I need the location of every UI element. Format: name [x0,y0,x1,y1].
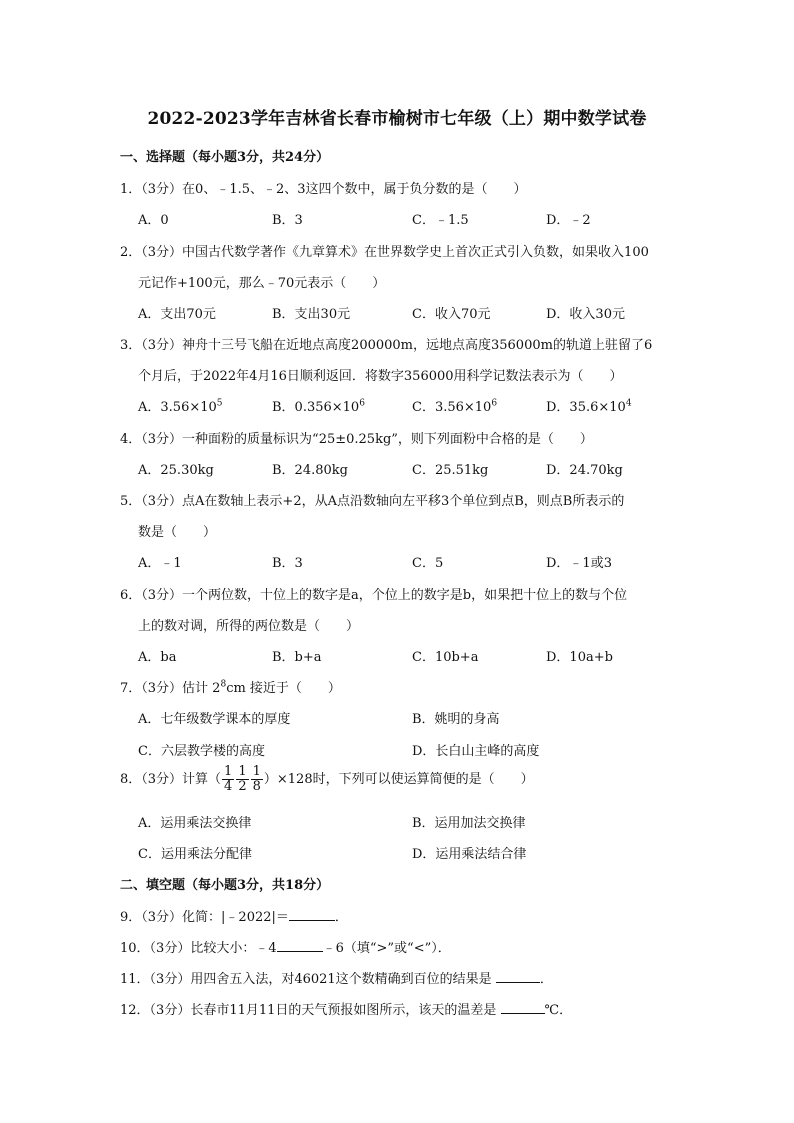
question-6-option-a[interactable]: A．ba [138,650,177,665]
question-2-stem-continued: 元记作+100元，那么﹣70元表示（ ） [138,276,386,291]
question-5-option-b[interactable]: B．3 [272,556,303,571]
question-2-stem: 2．（3分）中国古代数学著作《九章算术》在世界数学史上首次正式引入负数，如果收入100 [120,245,649,260]
question-2-option-d[interactable]: D．收入30元 [546,307,625,322]
question-8-stem: 8．（3分）计算（ $\frac{1}{4}$ $\frac{1}{2}$ $\frac{1}{8}$ ）×128时，下列可以使运算简便的是（ ） [120,764,534,794]
question-6-stem: 6．（3分）一个两位数，十位上的数字是a，个位上的数字是b，如果把十位上的数与个位 [120,588,628,603]
fraction-one-eighth: $\frac{1}{8}$ [252,764,261,794]
question-5-option-d[interactable]: D．﹣1或3 [546,556,612,571]
question-6-option-d[interactable]: D．10a+b [546,650,613,665]
question-8-option-c[interactable]: C．运用乘法分配律 [138,847,252,862]
question-7-stem: 7．（3分）估计 $2^8cm$ 接近于（ ） [120,679,341,696]
question-7-option-b[interactable]: B．姚明的身高 [412,712,500,727]
question-5-stem: 5．（3分）点A在数轴上表示+2，从A点沿数轴向左平移3个单位到点B，则点B所表示的 [120,494,625,509]
answer-blank-11[interactable] [496,970,540,983]
question-12: 12．（3分）长春市11月11日的天气预报如图所示，该天的温差是 ℃． [120,1003,573,1018]
question-6-option-c[interactable]: C．10b+a [412,650,479,665]
question-4-stem: 4．（3分）一种面粉的质量标识为“25±0.25kg”，则下列面粉中合格的是（ ） [120,432,593,447]
question-8-option-a[interactable]: A．运用乘法交换律 [138,816,252,831]
page-title: 2022-2023学年吉林省长春市榆树市七年级（上）期中数学试卷 [147,109,647,129]
section-heading-fill-blank: 二、填空题（每小题3分，共18分） [120,878,330,893]
question-1-option-d[interactable]: D．﹣2 [546,213,591,228]
question-3-stem-continued: 个月后，于2022年4月16日顺利返回．将数字356000用科学记数法表示为（ ） [138,369,623,384]
question-1-option-a[interactable]: A．0 [138,213,169,228]
question-1-stem: 1．（3分）在0、﹣1.5、﹣2、3这四个数中，属于负分数的是（ ） [120,182,527,197]
answer-blank-9[interactable] [289,908,335,921]
answer-blank-12[interactable] [501,1001,545,1014]
question-8-option-b[interactable]: B．运用加法交换律 [412,816,526,831]
fraction-one-half: $\frac{1}{2}$ [238,764,247,794]
question-11: 11．（3分）用四舍五入法，对46021这个数精确到百位的结果是 ． [120,972,553,987]
question-3-option-c[interactable]: C．$3.56\times 10^6$ [412,398,498,415]
question-5-stem-continued: 数是（ ） [138,525,217,540]
question-6-stem-continued: 上的数对调，所得的两位数是（ ） [138,619,360,634]
question-5-option-a[interactable]: A．﹣1 [138,556,182,571]
question-10: 10．（3分）比较大小：﹣4 ﹣6（填“>”或“<”）． [120,941,451,956]
question-3-option-a[interactable]: A．$3.56\times 10^5$ [138,398,223,415]
question-2-option-a[interactable]: A．支出70元 [138,307,216,322]
question-6-option-b[interactable]: B．b+a [272,650,322,665]
question-2-option-c[interactable]: C．收入70元 [412,307,491,322]
fraction-one-quarter: $\frac{1}{4}$ [224,764,233,794]
question-3-option-b[interactable]: B．$0.356\times 10^6$ [272,398,365,415]
question-3-stem: 3．（3分）神舟十三号飞船在近地点高度200000m，远地点高度356000m的轨道上驻留了6 [120,338,653,353]
question-3-option-d[interactable]: D．$35.6\times 10^4$ [546,398,632,415]
question-2-option-b[interactable]: B．支出30元 [272,307,351,322]
section-heading-choice: 一、选择题（每小题3分，共24分） [120,150,330,165]
question-7-option-d[interactable]: D．长白山主峰的高度 [412,744,540,759]
question-4-option-c[interactable]: C．25.51kg [412,463,489,478]
question-4-option-b[interactable]: B．24.80kg [272,463,348,478]
answer-blank-10[interactable] [277,939,323,952]
question-4-option-a[interactable]: A．25.30kg [138,463,214,478]
question-1-option-c[interactable]: C．﹣1.5 [412,213,469,228]
question-7-option-a[interactable]: A．七年级数学课本的厚度 [138,712,291,727]
question-8-option-d[interactable]: D．运用乘法结合律 [412,847,527,862]
question-5-option-c[interactable]: C．5 [412,556,444,571]
question-9: 9．（3分）化简：|﹣2022|＝ ． [120,910,348,925]
question-1-option-b[interactable]: B．3 [272,213,303,228]
question-7-option-c[interactable]: C．六层教学楼的高度 [138,744,265,759]
question-4-option-d[interactable]: D．24.70kg [546,463,623,478]
